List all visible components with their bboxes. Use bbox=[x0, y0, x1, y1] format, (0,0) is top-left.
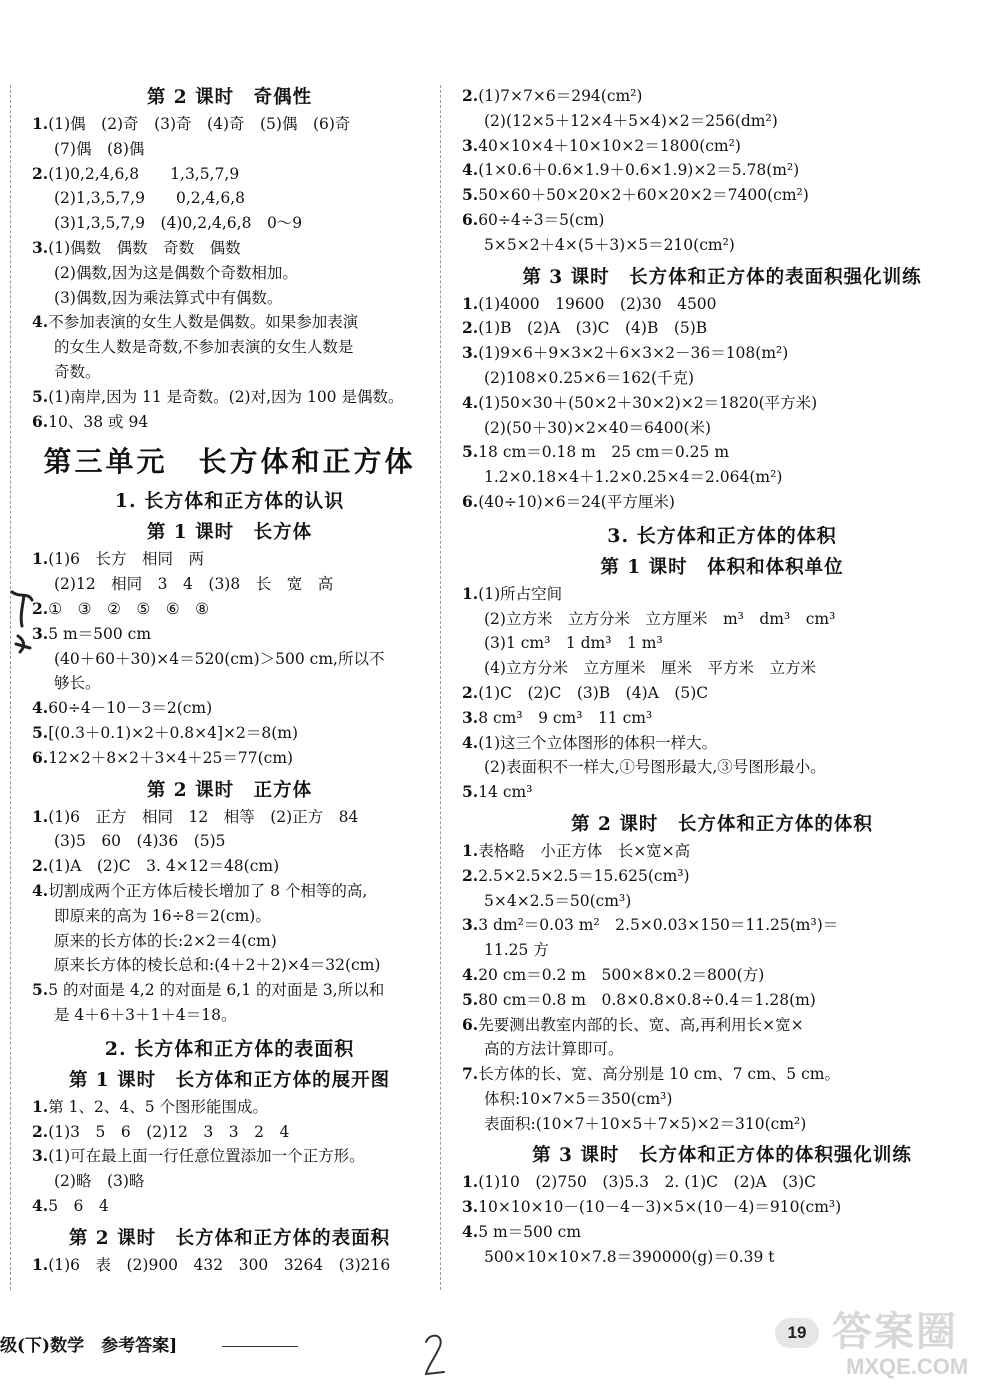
question-number: 1. bbox=[32, 806, 49, 826]
answer-line bbox=[462, 1195, 982, 1220]
footer-rule bbox=[222, 1346, 298, 1347]
answer-text: [(0.3＋0.1)×2＋0.8×4]×2＝8(m) bbox=[48, 723, 299, 742]
answer-line bbox=[462, 292, 982, 317]
question-number: 1. bbox=[462, 583, 479, 603]
answer-text: (1)6 正方 相同 12 相等 (2)正方 84 bbox=[48, 807, 359, 826]
surface-area-answers bbox=[32, 1253, 427, 1278]
question-number: 6. bbox=[32, 747, 49, 767]
answer-line bbox=[32, 721, 427, 746]
answer-line bbox=[32, 261, 427, 286]
answer-line bbox=[462, 341, 982, 366]
answer-text: 体积:10×7×5＝350(cm³) bbox=[484, 1089, 673, 1108]
answer-text: (3)偶数,因为乘法算式中有偶数。 bbox=[54, 288, 283, 307]
question-number: 4. bbox=[32, 312, 49, 332]
answer-line bbox=[32, 572, 427, 597]
question-number: 3. bbox=[32, 237, 49, 257]
question-number: 6. bbox=[32, 411, 49, 431]
answer-line bbox=[462, 656, 982, 681]
answer-text: (3)1 cm³ 1 dm³ 1 m³ bbox=[484, 634, 663, 653]
answer-line bbox=[462, 416, 982, 441]
answer-text: (1)可在最上面一行任意位置添加一个正方形。 bbox=[48, 1147, 365, 1166]
answer-text: (4)立方分米 立方厘米 厘米 平方米 立方米 bbox=[484, 659, 816, 678]
answer-text: 切割成两个正方体后棱长增加了 8 个相等的高, bbox=[48, 881, 368, 900]
lesson-title-volume-training: 第 3 课时 长方体和正方体的体积强化训练 bbox=[532, 1145, 912, 1167]
answer-line bbox=[32, 211, 427, 236]
unit-title: 第三单元 长方体和正方体 bbox=[43, 445, 416, 479]
answer-line bbox=[462, 755, 982, 780]
volume-units-answers bbox=[462, 582, 982, 805]
answer-line bbox=[32, 112, 427, 137]
question-number: 2. bbox=[462, 86, 479, 105]
answer-text: (2)108×0.25×6＝162(千克) bbox=[484, 368, 695, 387]
question-number: 4. bbox=[32, 1195, 49, 1215]
answer-line bbox=[32, 1095, 427, 1120]
watermark-logo: 答案圈 bbox=[832, 1309, 958, 1355]
answer-text: 18 cm＝0.18 m 25 cm＝0.25 m bbox=[478, 443, 730, 462]
answer-line bbox=[462, 134, 982, 159]
answer-text: (2)略 (3)略 bbox=[54, 1172, 145, 1191]
answer-text: (2)立方米 立方分米 立方厘米 m³ dm³ cm³ bbox=[484, 609, 836, 628]
answer-line bbox=[32, 597, 427, 622]
question-number: 3. bbox=[462, 135, 479, 155]
answer-text: (2)1,3,5,7,9 0,2,4,6,8 bbox=[54, 189, 245, 208]
answer-line bbox=[462, 1112, 982, 1137]
answer-line bbox=[462, 706, 982, 731]
answer-line bbox=[462, 1170, 982, 1195]
answer-line bbox=[462, 1245, 982, 1270]
question-number: 2. bbox=[32, 598, 49, 618]
answer-line bbox=[462, 1062, 982, 1087]
question-number: 3. bbox=[462, 707, 479, 727]
answer-text: 11.25 方 bbox=[484, 941, 549, 960]
answer-line bbox=[462, 490, 982, 515]
answer-line bbox=[32, 904, 427, 929]
answer-text: (2)(50＋30)×2×40＝6400(米) bbox=[484, 418, 712, 437]
answer-line bbox=[32, 953, 427, 978]
question-number: 5. bbox=[462, 185, 479, 205]
left-column bbox=[32, 78, 427, 1277]
answer-line bbox=[32, 385, 427, 410]
answer-line bbox=[462, 109, 982, 134]
answer-line bbox=[32, 162, 427, 187]
handwritten-digit-icon bbox=[420, 1330, 450, 1380]
answer-text: 50×60＋50×20×2＋60×20×2＝7400(cm²) bbox=[478, 186, 809, 205]
question-number: 4. bbox=[32, 880, 49, 900]
answer-text: 5 的对面是 4,2 的对面是 6,1 的对面是 3,所以和 bbox=[48, 981, 385, 1000]
cuboid-answers bbox=[32, 547, 427, 770]
answer-text: (1)A (2)C 3. 4×12＝48(cm) bbox=[48, 857, 280, 876]
answer-text: 的女生人数是奇数,不参加表演的女生人数是 bbox=[54, 338, 354, 357]
question-number: 2. bbox=[32, 163, 49, 183]
answer-line bbox=[32, 746, 427, 771]
column-divider bbox=[440, 85, 441, 1290]
answer-line bbox=[32, 547, 427, 572]
handwritten-mark-icon bbox=[6, 588, 42, 658]
footer-label: 级(下)数学 参考答案] bbox=[0, 1336, 178, 1356]
question-number: 2. bbox=[32, 1121, 49, 1141]
left-margin-rule bbox=[10, 85, 11, 1290]
answer-line bbox=[462, 1087, 982, 1112]
answer-text: (1)这三个立体图形的体积一样大。 bbox=[478, 733, 718, 752]
answer-text: 10、38 或 94 bbox=[48, 412, 149, 431]
question-number: 1. bbox=[32, 1254, 49, 1274]
answer-text: 即原来的高为 16÷8＝2(cm)。 bbox=[54, 906, 271, 925]
watermark-url: MXQE.COM bbox=[846, 1354, 969, 1379]
question-number: 5. bbox=[32, 386, 49, 406]
answer-text: 表格略 小正方体 长×宽×高 bbox=[478, 841, 691, 860]
question-number: 1. bbox=[32, 549, 49, 569]
answer-line bbox=[32, 286, 427, 311]
answer-text: (1)偶 (2)奇 (3)奇 (4)奇 (5)偶 (6)奇 bbox=[48, 115, 351, 133]
answer-text: 5×4×2.5＝50(cm³) bbox=[484, 891, 632, 910]
answer-text: (1)0,2,4,6,8 1,3,5,7,9 bbox=[48, 164, 240, 183]
answer-text: 10×10×10－(10－4－3)×5×(10－4)＝910(cm³) bbox=[478, 1198, 842, 1217]
answer-text: (7)偶 (8)偶 bbox=[54, 139, 145, 158]
answer-line bbox=[462, 1037, 982, 1062]
answer-text: (1)C (2)C (3)B (4)A (5)C bbox=[478, 683, 709, 702]
answer-text: 5 m＝500 cm bbox=[478, 1223, 582, 1242]
answer-line bbox=[462, 864, 982, 889]
answer-line bbox=[462, 1220, 982, 1245]
question-number: 6. bbox=[462, 209, 479, 229]
lesson-title-cube: 第 2 课时 正方体 bbox=[146, 779, 313, 801]
answer-line bbox=[462, 913, 982, 938]
answer-line bbox=[32, 310, 427, 335]
question-number: 6. bbox=[462, 491, 479, 511]
question-number: 1. bbox=[32, 1096, 49, 1116]
answer-line bbox=[32, 236, 427, 261]
answer-line bbox=[32, 1144, 427, 1169]
question-number: 2. bbox=[462, 682, 479, 702]
lesson-title-volume-units: 第 1 课时 体积和体积单位 bbox=[600, 556, 844, 578]
question-number: 4. bbox=[462, 160, 479, 180]
answer-text: (2)表面积不一样大,①号图形最大,③号图形最小。 bbox=[484, 758, 826, 777]
answer-text: 20 cm＝0.2 m 500×8×0.2＝800(方) bbox=[478, 965, 765, 984]
answer-text: (1)10 (2)750 (3)5.3 2. (1)C (2)A (3)C bbox=[478, 1173, 817, 1192]
answer-text: (3)5 60 (4)36 (5)5 bbox=[54, 832, 226, 851]
answer-text: (1)B (2)A (3)C (4)B (5)B bbox=[478, 319, 708, 338]
answer-line bbox=[462, 631, 982, 656]
question-number: 3. bbox=[32, 1146, 49, 1166]
volume-training-answers bbox=[462, 1170, 982, 1269]
answer-text: 5 6 4 bbox=[48, 1196, 109, 1215]
answer-line bbox=[462, 183, 982, 208]
answer-text: (1)9×6＋9×3×2＋6×3×2－36＝108(m²) bbox=[478, 344, 789, 363]
lesson-title-surface-training: 第 3 课时 长方体和正方体的表面积强化训练 bbox=[522, 266, 922, 288]
answer-text: 奇数。 bbox=[54, 362, 101, 381]
question-number: 5. bbox=[462, 442, 479, 462]
question-number: 3. bbox=[462, 1197, 479, 1217]
answer-text: (40÷10)×6＝24(平方厘米) bbox=[478, 492, 675, 511]
answer-text: 先要测出教室内部的长、宽、高,再利用长×宽× bbox=[478, 1015, 804, 1034]
answer-text: 2.5×2.5×2.5＝15.625(cm³) bbox=[478, 866, 690, 885]
cube-answers bbox=[32, 805, 427, 1028]
answer-line bbox=[32, 186, 427, 211]
answer-text: 不参加表演的女生人数是偶数。如果参加表演 bbox=[48, 313, 359, 332]
answer-text: 3 dm²＝0.03 m² 2.5×0.03×150＝11.25(m³)＝ bbox=[478, 916, 839, 935]
lesson-title-surface-area: 第 2 课时 长方体和正方体的表面积 bbox=[68, 1227, 391, 1249]
answer-line bbox=[462, 780, 982, 805]
answer-text: 14 cm³ bbox=[478, 783, 533, 802]
answer-line bbox=[462, 391, 982, 416]
answer-line bbox=[32, 1169, 427, 1194]
answer-line bbox=[462, 316, 982, 341]
answer-text: 高的方法计算即可。 bbox=[484, 1040, 624, 1059]
answer-line bbox=[32, 978, 427, 1003]
answer-line bbox=[462, 607, 982, 632]
answer-text: (1)南岸,因为 11 是奇数。(2)对,因为 100 是偶数。 bbox=[48, 387, 404, 406]
question-number: 1. bbox=[462, 840, 479, 860]
answer-text: (2)(12×5＋12×4＋5×4)×2＝256(dm²) bbox=[484, 111, 778, 130]
answer-text: 第 1、2、4、5 个图形能围成。 bbox=[48, 1097, 268, 1116]
question-number: 4. bbox=[462, 732, 479, 752]
question-number: 5. bbox=[462, 989, 479, 1009]
question-number: 3. bbox=[32, 623, 49, 643]
answer-text: 12×2＋8×2＋3×4＋25＝77(cm) bbox=[48, 748, 294, 767]
question-number: 6. bbox=[462, 1014, 479, 1034]
answer-line bbox=[462, 963, 982, 988]
answer-line bbox=[32, 622, 427, 647]
answer-line bbox=[32, 647, 427, 672]
answer-text: (1)6 长方 相同 两 bbox=[48, 550, 205, 569]
lesson-title-volume: 第 2 课时 长方体和正方体的体积 bbox=[571, 813, 873, 835]
answer-line bbox=[32, 360, 427, 385]
question-number: 5. bbox=[32, 980, 49, 1000]
answer-line bbox=[462, 158, 982, 183]
surface-training-answers bbox=[462, 292, 982, 515]
answer-text: (1)50×30＋(50×2＋30×2)×2＝1820(平方米) bbox=[478, 393, 818, 412]
answer-line bbox=[462, 889, 982, 914]
answer-line bbox=[32, 854, 427, 879]
question-number: 4. bbox=[462, 964, 479, 984]
question-number: 2. bbox=[462, 318, 479, 338]
answer-line bbox=[32, 1003, 427, 1028]
question-number: 1. bbox=[462, 293, 479, 313]
question-number: 4. bbox=[462, 392, 479, 412]
answer-line bbox=[462, 1013, 982, 1038]
answer-line bbox=[32, 805, 427, 830]
section-title-recognition: 1. 长方体和正方体的认识 bbox=[114, 490, 345, 513]
answer-line bbox=[32, 335, 427, 360]
answer-text: 原来长方体的棱长总和:(4＋2＋2)×4＝32(cm) bbox=[54, 956, 381, 975]
answer-line bbox=[462, 839, 982, 864]
net-answers bbox=[32, 1095, 427, 1219]
answer-text: 长方体的长、宽、高分别是 10 cm、7 cm、5 cm。 bbox=[478, 1065, 840, 1084]
answer-text: 60÷4÷3＝5(cm) bbox=[478, 210, 605, 229]
question-number: 1. bbox=[32, 114, 49, 133]
answer-text: (1)所占空间 bbox=[478, 584, 563, 603]
answer-text: 60÷4－10－3＝2(cm) bbox=[48, 699, 213, 718]
answer-line bbox=[32, 696, 427, 721]
answer-line bbox=[462, 465, 982, 490]
answer-text: 够长。 bbox=[54, 674, 101, 693]
answer-text: (40＋60＋30)×4＝520(cm)＞500 cm,所以不 bbox=[54, 649, 385, 668]
answer-text: (3)1,3,5,7,9 (4)0,2,4,6,8 0～9 bbox=[54, 214, 303, 233]
volume-answers bbox=[462, 839, 982, 1137]
answer-text: ① ③ ② ⑤ ⑥ ⑧ bbox=[48, 599, 210, 618]
answer-line bbox=[32, 829, 427, 854]
answer-line bbox=[462, 681, 982, 706]
answer-text: 500×10×10×7.8＝390000(g)＝0.39 t bbox=[484, 1247, 775, 1266]
answer-text: (1)4000 19600 (2)30 4500 bbox=[478, 294, 717, 313]
answer-text: 5 m＝500 cm bbox=[48, 624, 152, 643]
answer-text: (1)6 表 (2)900 432 300 3264 (3)216 bbox=[48, 1255, 391, 1274]
answer-text: 80 cm＝0.8 m 0.8×0.8×0.8÷0.4＝1.28(m) bbox=[478, 990, 816, 1009]
right-column bbox=[462, 84, 982, 1270]
answer-line bbox=[462, 366, 982, 391]
odd-even-answers bbox=[32, 112, 427, 434]
answer-text: (2)12 相同 3 4 (3)8 长 宽 高 bbox=[54, 575, 334, 594]
answer-text: 原来的长方体的长:2×2＝4(cm) bbox=[54, 931, 277, 950]
answer-line bbox=[462, 938, 982, 963]
answer-line bbox=[32, 671, 427, 696]
answer-line bbox=[462, 731, 982, 756]
answer-line bbox=[32, 1194, 427, 1219]
section-title-surface: 2. 长方体和正方体的表面积 bbox=[104, 1037, 355, 1060]
answer-text: (1)7×7×6＝294(cm²) bbox=[478, 87, 643, 105]
question-number: 3. bbox=[462, 343, 479, 363]
answer-line bbox=[462, 440, 982, 465]
lesson-title-cuboid: 第 1 课时 长方体 bbox=[146, 522, 313, 544]
question-number: 4. bbox=[462, 1222, 479, 1242]
question-number: 3. bbox=[462, 915, 479, 935]
answer-line bbox=[32, 879, 427, 904]
question-number: 2. bbox=[32, 856, 49, 876]
answer-line bbox=[32, 929, 427, 954]
answer-line bbox=[462, 208, 982, 233]
question-number: 5. bbox=[462, 782, 479, 802]
answer-line bbox=[462, 233, 982, 258]
answer-text: (1)3 5 6 (2)12 3 3 2 4 bbox=[48, 1122, 290, 1141]
question-number: 1. bbox=[462, 1172, 479, 1192]
lesson-title-odd-even: 第 2 课时 奇偶性 bbox=[146, 87, 313, 108]
answer-text: 1.2×0.18×4＋1.2×0.25×4＝2.064(m²) bbox=[484, 468, 783, 487]
answer-line bbox=[462, 582, 982, 607]
section-title-volume: 3. 长方体和正方体的体积 bbox=[607, 524, 837, 547]
question-number: 4. bbox=[32, 698, 49, 718]
answer-line bbox=[32, 410, 427, 435]
answer-line bbox=[32, 1253, 427, 1278]
answer-line bbox=[462, 988, 982, 1013]
answer-text: (2)偶数,因为这是偶数个奇数相加。 bbox=[54, 263, 298, 282]
answer-text: 5×5×2＋4×(5＋3)×5＝210(cm²) bbox=[484, 235, 735, 254]
answer-text: 是 4＋6＋3＋1＋4＝18。 bbox=[54, 1005, 237, 1024]
question-number: 7. bbox=[462, 1064, 479, 1084]
lesson-title-net: 第 1 课时 长方体和正方体的展开图 bbox=[68, 1069, 391, 1091]
answer-text: 40×10×4＋10×10×2＝1800(cm²) bbox=[478, 136, 741, 155]
answer-line bbox=[32, 137, 427, 162]
answer-text: (1)偶数 偶数 奇数 偶数 bbox=[48, 238, 241, 257]
answer-line bbox=[462, 84, 982, 109]
question-number: 2. bbox=[462, 865, 479, 885]
answer-text: 表面积:(10×7＋10×5＋7×5)×2＝310(cm²) bbox=[484, 1114, 807, 1133]
question-number: 5. bbox=[32, 722, 49, 742]
answer-text: (1×0.6＋0.6×1.9＋0.6×1.9)×2＝5.78(m²) bbox=[478, 161, 800, 180]
answer-line bbox=[32, 1120, 427, 1145]
answer-text: 8 cm³ 9 cm³ 11 cm³ bbox=[478, 708, 653, 727]
surface-area-answers-continued bbox=[462, 84, 982, 258]
page-number: 19 bbox=[775, 1318, 819, 1348]
